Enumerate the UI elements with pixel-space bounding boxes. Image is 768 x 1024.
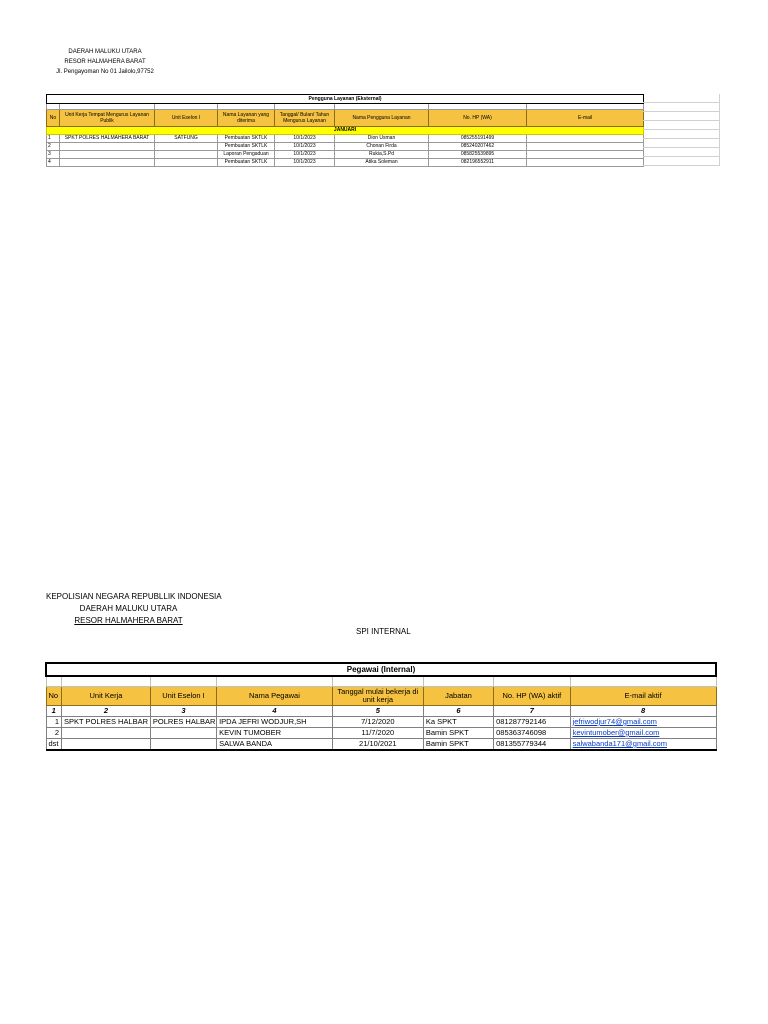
cell-tanggal: 21/10/2021 xyxy=(332,739,423,751)
cell-no: 2 xyxy=(47,143,60,151)
column-header: Tanggal mulai bekerja di unit kerja xyxy=(332,687,423,706)
cell-no: 3 xyxy=(47,151,60,159)
table-row xyxy=(46,717,716,728)
cell-eselon: SATFUNG xyxy=(155,135,218,143)
cell-email xyxy=(527,151,644,159)
cell-email xyxy=(527,159,644,167)
cell-tanggal: 7/12/2020 xyxy=(332,717,423,728)
cell-nama: Chonan Firda xyxy=(335,143,429,151)
table-row xyxy=(47,159,644,167)
cell-tanggal: 10/1/2023 xyxy=(275,135,335,143)
column-header: Unit Eselon I xyxy=(155,110,218,127)
column-number: 4 xyxy=(217,706,333,717)
cell-hp: 082196552911 xyxy=(429,159,527,167)
cell-eselon xyxy=(155,143,218,151)
header-resort: RESOR HALMAHERA BARAT xyxy=(74,616,183,625)
table-header-row xyxy=(47,110,644,127)
cell-nama: KEVIN TUMOBER xyxy=(217,728,333,739)
cell-unit-kerja xyxy=(62,739,151,751)
column-header: E-mail aktif xyxy=(570,687,716,706)
cell-no: 4 xyxy=(47,159,60,167)
cell-hp: 085255191499 xyxy=(429,135,527,143)
column-header: No. HP (WA) aktif xyxy=(494,687,571,706)
column-header: Nama Pengguna Layanan xyxy=(335,110,429,127)
cell-hp: 085363746098 xyxy=(494,728,571,739)
email-link[interactable]: kevintumober@gmail.com xyxy=(570,728,716,739)
cell-tanggal: 10/1/2023 xyxy=(275,151,335,159)
table-row xyxy=(47,135,644,143)
spreadsheet-empty-cells xyxy=(643,94,720,164)
header-address: Jl. Pengayoman No 01 Jailolo,97752 xyxy=(56,69,154,75)
cell-unit-kerja xyxy=(60,151,155,159)
table-header-row xyxy=(46,687,716,706)
cell-jabatan: Bamin SPKT xyxy=(423,728,493,739)
column-header: Unit Eselon I xyxy=(150,687,216,706)
cell-layanan: Pembuatan SKTLK xyxy=(218,143,275,151)
cell-jabatan: Ka SPKT xyxy=(423,717,493,728)
email-link[interactable]: jefriwodjur74@gmail.com xyxy=(570,717,716,728)
column-header: E-mail xyxy=(527,110,644,127)
cell-hp: 081355779344 xyxy=(494,739,571,751)
cell-nama: SALWA BANDA xyxy=(217,739,333,751)
cell-tanggal: 10/1/2023 xyxy=(275,159,335,167)
column-header: Unit Kerja Tempat Mengurus Layanan Publik xyxy=(60,110,155,127)
cell-unit-kerja: SPKT POLRES HALBAR xyxy=(62,717,151,728)
cell-nama: IPDA JEFRI WODJUR,SH xyxy=(217,717,333,728)
cell-hp: 081287792146 xyxy=(494,717,571,728)
cell-jabatan: Bamin SPKT xyxy=(423,739,493,751)
cell-eselon xyxy=(150,728,216,739)
column-header: No xyxy=(47,110,60,127)
header-region: DAERAH MALUKU UTARA xyxy=(68,49,142,55)
cell-eselon xyxy=(155,151,218,159)
column-header: No xyxy=(46,687,62,706)
cell-nama: Rukia,S.Pd xyxy=(335,151,429,159)
column-number: 5 xyxy=(332,706,423,717)
cell-no: dst xyxy=(46,739,62,751)
table-row xyxy=(46,739,716,751)
table-row xyxy=(47,151,644,159)
cell-layanan: Pembuatan SKTLK xyxy=(218,159,275,167)
email-link[interactable]: salwabanda171@gmail.com xyxy=(570,739,716,751)
cell-no: 1 xyxy=(46,717,62,728)
cell-eselon xyxy=(150,739,216,751)
cell-eselon xyxy=(155,159,218,167)
column-header: Unit Kerja xyxy=(62,687,151,706)
column-number: 1 xyxy=(46,706,62,717)
cell-no: 1 xyxy=(47,135,60,143)
cell-no: 2 xyxy=(46,728,62,739)
cell-unit-kerja xyxy=(60,159,155,167)
cell-unit-kerja xyxy=(60,143,155,151)
column-header: Jabatan xyxy=(423,687,493,706)
cell-eselon: POLRES HALBAR xyxy=(150,717,216,728)
cell-layanan: Pembuatan SKTLK xyxy=(218,135,275,143)
cell-hp: 085825539895 xyxy=(429,151,527,159)
spi-internal-label: SPI INTERNAL xyxy=(356,627,411,636)
column-number: 2 xyxy=(62,706,151,717)
column-number: 7 xyxy=(494,706,571,717)
column-header: Nama Layanan yang diterima xyxy=(218,110,275,127)
cell-email xyxy=(527,143,644,151)
column-header: Tanggal/ Bulan/ Tahun Mengurus Layanan xyxy=(275,110,335,127)
header-resort: RESOR HALMAHERA BARAT xyxy=(64,59,146,65)
top-header xyxy=(40,47,170,77)
month-label: JANUARI xyxy=(47,127,644,135)
column-number: 6 xyxy=(423,706,493,717)
cell-email xyxy=(527,135,644,143)
cell-layanan: Laporan Pengaduan xyxy=(218,151,275,159)
cell-nama: Dion Usman xyxy=(335,135,429,143)
cell-unit-kerja xyxy=(62,728,151,739)
header-police: KEPOLISIAN NEGARA REPUBLLIK INDONESIA xyxy=(46,592,222,601)
header-region: DAERAH MALUKU UTARA xyxy=(79,604,178,613)
column-number-row xyxy=(46,706,716,717)
column-header: Nama Pegawai xyxy=(217,687,333,706)
lower-header xyxy=(46,591,222,627)
column-number: 3 xyxy=(150,706,216,717)
table-row xyxy=(46,728,716,739)
external-users-table xyxy=(46,94,644,167)
table-title: Pengguna Layanan (Eksternal) xyxy=(47,95,644,104)
cell-unit-kerja: SPKT POLRES HALMAHERA BARAT xyxy=(60,135,155,143)
table-title: Pegawai (Internal) xyxy=(46,663,716,676)
column-number: 8 xyxy=(570,706,716,717)
internal-employees-table xyxy=(45,662,717,751)
cell-tanggal: 10/1/2023 xyxy=(275,143,335,151)
cell-hp: 085240207462 xyxy=(429,143,527,151)
cell-nama: Atika Soleman xyxy=(335,159,429,167)
cell-tanggal: 11/7/2020 xyxy=(332,728,423,739)
table-row xyxy=(47,143,644,151)
column-header: No. HP (WA) xyxy=(429,110,527,127)
